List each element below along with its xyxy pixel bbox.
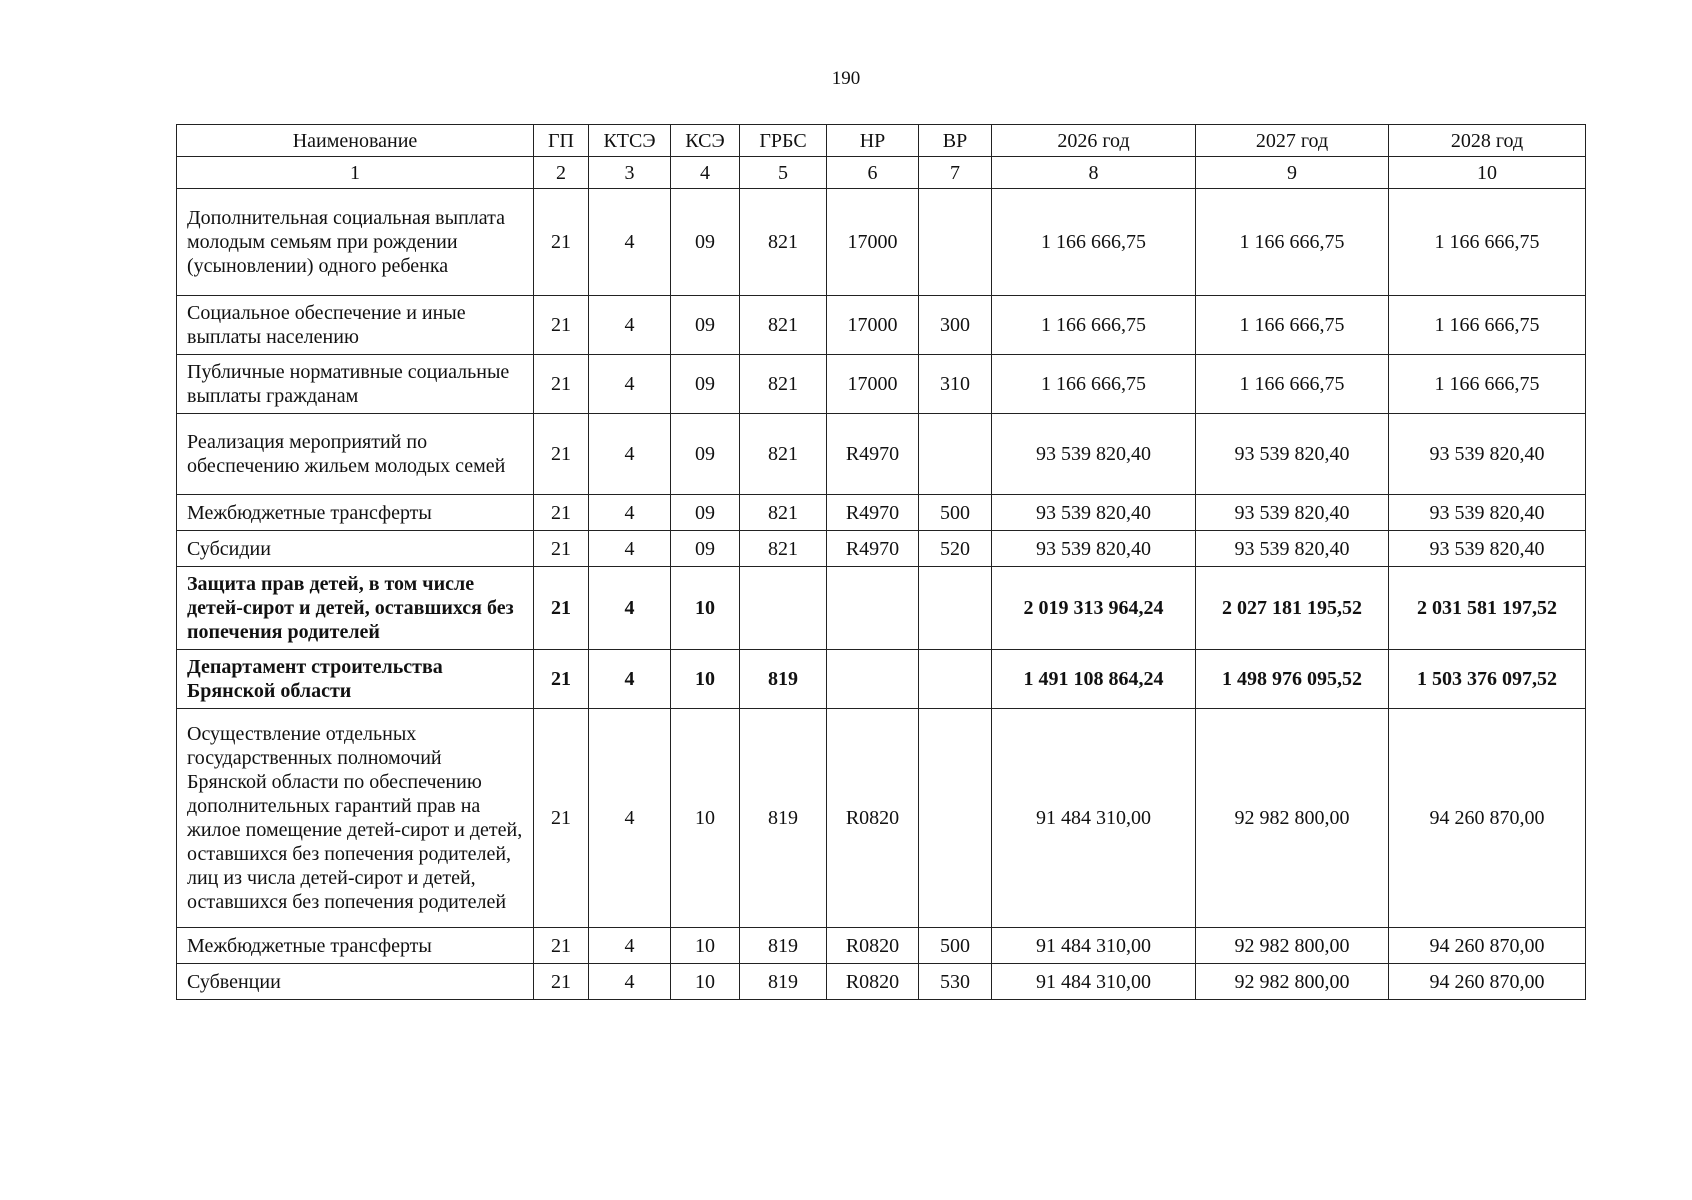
cell-2027: 1 166 666,75 bbox=[1196, 355, 1389, 414]
cell-2027: 92 982 800,00 bbox=[1196, 709, 1389, 928]
cell-name: Межбюджетные трансферты bbox=[177, 495, 534, 531]
cell-name: Социальное обеспечение и иные выплаты населению bbox=[177, 296, 534, 355]
cell-2028: 94 260 870,00 bbox=[1389, 709, 1586, 928]
cell-gp: 21 bbox=[534, 567, 589, 650]
table-row bbox=[177, 531, 1586, 567]
cell-vr: 500 bbox=[919, 495, 992, 531]
cell-2027: 93 539 820,40 bbox=[1196, 495, 1389, 531]
cell-2026: 93 539 820,40 bbox=[992, 495, 1196, 531]
cell-kse: 09 bbox=[671, 414, 740, 495]
cell-vr bbox=[919, 189, 992, 296]
cell-vr bbox=[919, 414, 992, 495]
cell-gp: 21 bbox=[534, 355, 589, 414]
cell-name: Межбюджетные трансферты bbox=[177, 928, 534, 964]
cell-2027: 92 982 800,00 bbox=[1196, 928, 1389, 964]
cell-gp: 21 bbox=[534, 928, 589, 964]
cell-kse: 09 bbox=[671, 296, 740, 355]
cell-ktse: 4 bbox=[589, 355, 671, 414]
cell-ktse: 4 bbox=[589, 928, 671, 964]
cell-ktse: 4 bbox=[589, 296, 671, 355]
table-row bbox=[177, 567, 1586, 650]
cell-vr: 500 bbox=[919, 928, 992, 964]
cell-ktse: 4 bbox=[589, 189, 671, 296]
col-header-2027: 2027 год bbox=[1196, 125, 1389, 157]
cell-2026: 91 484 310,00 bbox=[992, 709, 1196, 928]
col-header-name: Наименование bbox=[177, 125, 534, 157]
cell-2028: 93 539 820,40 bbox=[1389, 495, 1586, 531]
cell-2026: 1 491 108 864,24 bbox=[992, 650, 1196, 709]
cell-kse: 10 bbox=[671, 709, 740, 928]
cell-2026: 93 539 820,40 bbox=[992, 414, 1196, 495]
cell-grbs bbox=[740, 567, 827, 650]
cell-ktse: 4 bbox=[589, 495, 671, 531]
cell-2027: 1 166 666,75 bbox=[1196, 296, 1389, 355]
col-number: 5 bbox=[740, 157, 827, 189]
cell-2028: 2 031 581 197,52 bbox=[1389, 567, 1586, 650]
cell-nr: R0820 bbox=[827, 964, 919, 1000]
cell-ktse: 4 bbox=[589, 414, 671, 495]
cell-ktse: 4 bbox=[589, 567, 671, 650]
col-number: 3 bbox=[589, 157, 671, 189]
cell-kse: 09 bbox=[671, 531, 740, 567]
cell-2028: 1 503 376 097,52 bbox=[1389, 650, 1586, 709]
col-header-gp: ГП bbox=[534, 125, 589, 157]
page-number: 190 bbox=[831, 68, 861, 89]
cell-2026: 2 019 313 964,24 bbox=[992, 567, 1196, 650]
cell-2027: 2 027 181 195,52 bbox=[1196, 567, 1389, 650]
cell-grbs: 821 bbox=[740, 355, 827, 414]
cell-2028: 1 166 666,75 bbox=[1389, 355, 1586, 414]
cell-vr: 530 bbox=[919, 964, 992, 1000]
cell-nr: R4970 bbox=[827, 531, 919, 567]
column-number-row bbox=[177, 157, 1586, 189]
col-number: 7 bbox=[919, 157, 992, 189]
cell-grbs: 821 bbox=[740, 531, 827, 567]
col-number: 2 bbox=[534, 157, 589, 189]
cell-grbs: 819 bbox=[740, 650, 827, 709]
col-header-grbs: ГРБС bbox=[740, 125, 827, 157]
cell-kse: 10 bbox=[671, 928, 740, 964]
col-number: 6 bbox=[827, 157, 919, 189]
cell-2027: 92 982 800,00 bbox=[1196, 964, 1389, 1000]
cell-kse: 10 bbox=[671, 650, 740, 709]
cell-2028: 1 166 666,75 bbox=[1389, 296, 1586, 355]
cell-nr: R4970 bbox=[827, 495, 919, 531]
cell-vr bbox=[919, 650, 992, 709]
col-number: 9 bbox=[1196, 157, 1389, 189]
cell-name: Осуществление отдельных государственных полномочий Брянской области по обеспечению дополнительных гарантий прав на жилое помещение детей-сирот и детей, оставшихся без попечения родителей, лиц из числа детей-сирот и детей, оставшихся без попечения родителей bbox=[177, 709, 534, 928]
table-row bbox=[177, 964, 1586, 1000]
cell-kse: 09 bbox=[671, 495, 740, 531]
col-header-vr: ВР bbox=[919, 125, 992, 157]
table-row bbox=[177, 296, 1586, 355]
cell-ktse: 4 bbox=[589, 964, 671, 1000]
table-row bbox=[177, 650, 1586, 709]
cell-ktse: 4 bbox=[589, 531, 671, 567]
cell-2028: 94 260 870,00 bbox=[1389, 964, 1586, 1000]
cell-2026: 91 484 310,00 bbox=[992, 964, 1196, 1000]
cell-2027: 1 498 976 095,52 bbox=[1196, 650, 1389, 709]
cell-2028: 1 166 666,75 bbox=[1389, 189, 1586, 296]
cell-2028: 93 539 820,40 bbox=[1389, 531, 1586, 567]
table-row bbox=[177, 189, 1586, 296]
cell-gp: 21 bbox=[534, 964, 589, 1000]
cell-grbs: 821 bbox=[740, 414, 827, 495]
cell-2026: 91 484 310,00 bbox=[992, 928, 1196, 964]
cell-2026: 1 166 666,75 bbox=[992, 189, 1196, 296]
table-row bbox=[177, 709, 1586, 928]
cell-nr: R4970 bbox=[827, 414, 919, 495]
cell-grbs: 821 bbox=[740, 189, 827, 296]
cell-gp: 21 bbox=[534, 189, 589, 296]
cell-grbs: 821 bbox=[740, 495, 827, 531]
cell-vr: 520 bbox=[919, 531, 992, 567]
cell-kse: 10 bbox=[671, 964, 740, 1000]
cell-2028: 93 539 820,40 bbox=[1389, 414, 1586, 495]
cell-grbs: 821 bbox=[740, 296, 827, 355]
cell-gp: 21 bbox=[534, 650, 589, 709]
cell-nr: 17000 bbox=[827, 355, 919, 414]
col-header-nr: НР bbox=[827, 125, 919, 157]
cell-name: Субвенции bbox=[177, 964, 534, 1000]
cell-2027: 93 539 820,40 bbox=[1196, 414, 1389, 495]
cell-gp: 21 bbox=[534, 414, 589, 495]
cell-vr bbox=[919, 709, 992, 928]
cell-name: Защита прав детей, в том числе детей-сирот и детей, оставшихся без попечения родителей bbox=[177, 567, 534, 650]
header-row bbox=[177, 125, 1586, 157]
col-header-2028: 2028 год bbox=[1389, 125, 1586, 157]
table-row bbox=[177, 355, 1586, 414]
cell-2026: 93 539 820,40 bbox=[992, 531, 1196, 567]
cell-ktse: 4 bbox=[589, 709, 671, 928]
cell-gp: 21 bbox=[534, 495, 589, 531]
cell-kse: 09 bbox=[671, 189, 740, 296]
table-row bbox=[177, 414, 1586, 495]
col-header-2026: 2026 год bbox=[992, 125, 1196, 157]
cell-vr: 310 bbox=[919, 355, 992, 414]
table-row bbox=[177, 495, 1586, 531]
table-row bbox=[177, 928, 1586, 964]
cell-kse: 10 bbox=[671, 567, 740, 650]
cell-2028: 94 260 870,00 bbox=[1389, 928, 1586, 964]
cell-gp: 21 bbox=[534, 531, 589, 567]
cell-gp: 21 bbox=[534, 296, 589, 355]
cell-2027: 1 166 666,75 bbox=[1196, 189, 1389, 296]
col-number: 4 bbox=[671, 157, 740, 189]
cell-nr: R0820 bbox=[827, 709, 919, 928]
cell-grbs: 819 bbox=[740, 964, 827, 1000]
cell-nr: R0820 bbox=[827, 928, 919, 964]
cell-name: Департамент строительства Брянской области bbox=[177, 650, 534, 709]
cell-2027: 93 539 820,40 bbox=[1196, 531, 1389, 567]
cell-nr bbox=[827, 567, 919, 650]
cell-name: Публичные нормативные социальные выплаты гражданам bbox=[177, 355, 534, 414]
budget-table bbox=[176, 124, 1586, 1000]
cell-ktse: 4 bbox=[589, 650, 671, 709]
cell-vr: 300 bbox=[919, 296, 992, 355]
cell-name: Дополнительная социальная выплата молодым семьям при рождении (усыновлении) одного ребенка bbox=[177, 189, 534, 296]
cell-vr bbox=[919, 567, 992, 650]
cell-gp: 21 bbox=[534, 709, 589, 928]
col-number: 1 bbox=[177, 157, 534, 189]
cell-2026: 1 166 666,75 bbox=[992, 355, 1196, 414]
col-number: 10 bbox=[1389, 157, 1586, 189]
cell-grbs: 819 bbox=[740, 709, 827, 928]
cell-nr: 17000 bbox=[827, 296, 919, 355]
cell-2026: 1 166 666,75 bbox=[992, 296, 1196, 355]
cell-nr: 17000 bbox=[827, 189, 919, 296]
cell-name: Реализация мероприятий по обеспечению жильем молодых семей bbox=[177, 414, 534, 495]
col-number: 8 bbox=[992, 157, 1196, 189]
cell-name: Субсидии bbox=[177, 531, 534, 567]
col-header-kse: КСЭ bbox=[671, 125, 740, 157]
col-header-ktse: КТСЭ bbox=[589, 125, 671, 157]
cell-grbs: 819 bbox=[740, 928, 827, 964]
cell-kse: 09 bbox=[671, 355, 740, 414]
cell-nr bbox=[827, 650, 919, 709]
